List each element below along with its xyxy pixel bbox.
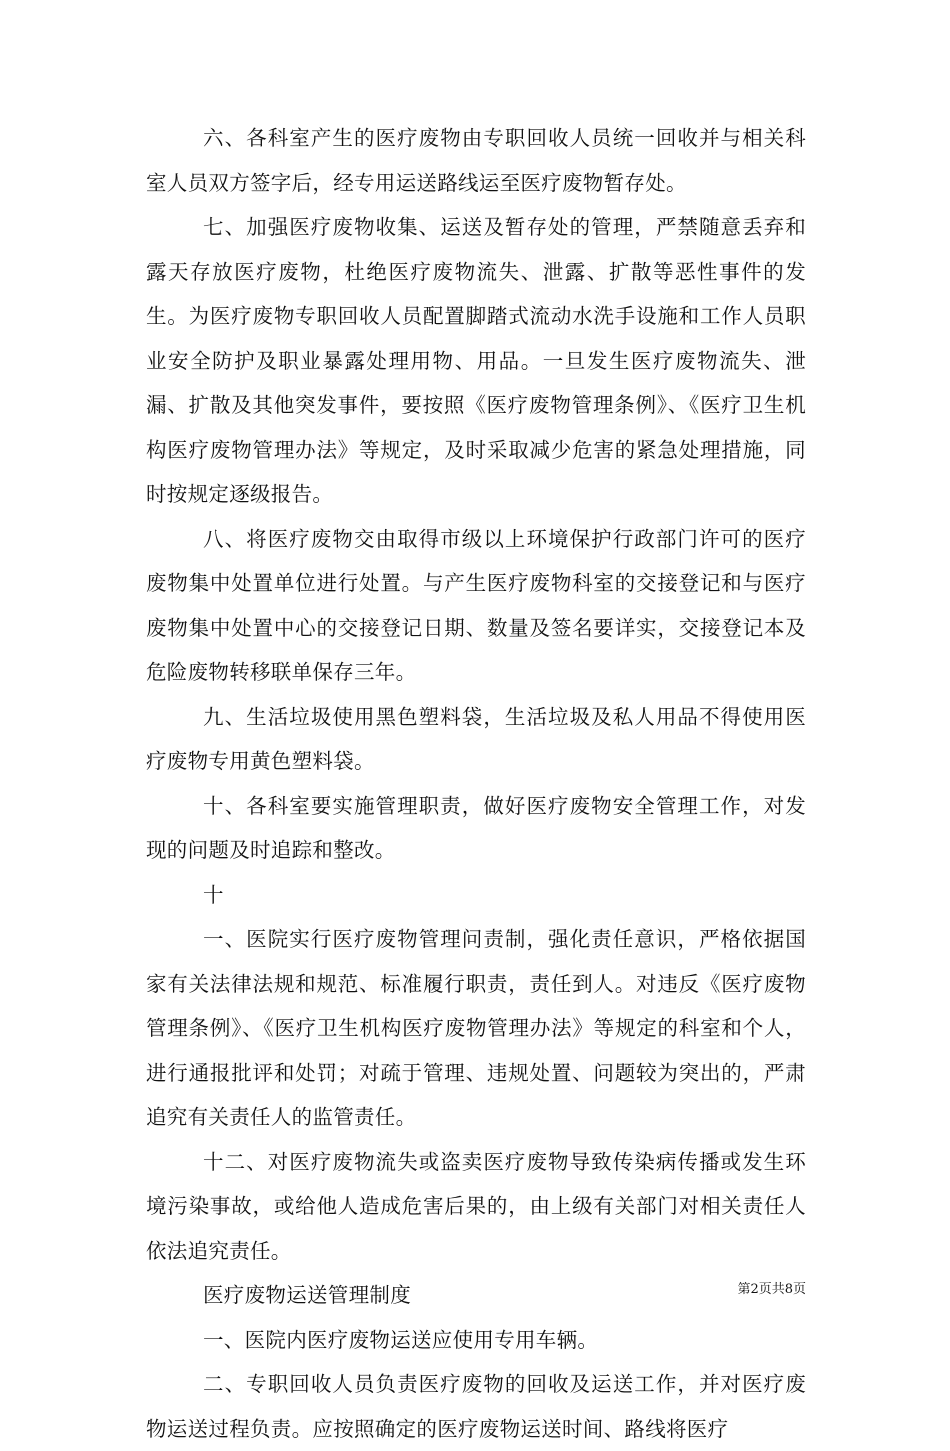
paragraph-item-9: 九、生活垃圾使用黑色塑料袋，生活垃圾及私人用品不得使用医疗废物专用黄色塑料袋。	[146, 704, 806, 773]
paragraph-transport-1: 一、医院内医疗废物运送应使用专用车辆。	[203, 1327, 599, 1352]
section-title: 医疗废物运送管理制度	[203, 1283, 411, 1307]
paragraph-item-10: 十、各科室要实施管理职责，做好医疗废物安全管理工作，对发现的问题及时追踪和整改。	[146, 793, 806, 862]
paragraph-item-8: 八、将医疗废物交由取得市级以上环境保护行政部门许可的医疗废物集中处置单位进行处置。与产生医疗废物科室的交接登记和与医疗废物集中处置中心的交接登记日期、数量及签名要详实，交接登记本及危险废物转移联单保存三年。	[146, 526, 806, 684]
paragraph-item-7: 七、加强医疗废物收集、运送及暂存处的管理，严禁随意丢弃和露天存放医疗废物，杜绝医疗废物流失、泄露、扩散等恶性事件的发生。为医疗废物专职回收人员配置脚踏式流动水洗手设施和工作人员职业安全防护及职业暴露处理用物、用品。一旦发生医疗废物流失、泄漏、扩散及其他突发事件，要按照《医疗废物管理条例》、《医疗卫生机构医疗废物管理办法》等规定，及时采取减少危害的紧急处理措施，同时按规定逐级报告。	[146, 215, 806, 506]
paragraph-item-6: 六、各科室产生的医疗废物由专职回收人员统一回收并与相关科室人员双方签字后，经专用运送路线运至医疗废物暂存处。	[146, 126, 806, 195]
paragraph-item-11-heading: 十	[203, 882, 224, 907]
document-body	[146, 116, 806, 1451]
paragraph-item-11: 一、医院实行医疗废物管理问责制，强化责任意识，严格依据国家有关法律法规和规范、标准履行职责，责任到人。对违反《医疗废物管理条例》、《医疗卫生机构医疗废物管理办法》等规定的科室和个人，进行通报批评和处罚；对疏于管理、违规处置、问题较为突出的，严肃追究有关责任人的监管责任。	[146, 927, 806, 1129]
paragraph-item-12: 十二、对医疗废物流失或盗卖医疗废物导致传染病传播或发生环境污染事故，或给他人造成危害后果的，由上级有关部门对相关责任人依法追究责任。	[146, 1149, 806, 1263]
page-number: 第2页共8页	[737, 1282, 806, 1297]
paragraph-transport-2: 二、专职回收人员负责医疗废物的回收及运送工作，并对医疗废物运送过程负责。应按照确定的医疗废物运送时间、路线将医疗	[146, 1372, 806, 1441]
